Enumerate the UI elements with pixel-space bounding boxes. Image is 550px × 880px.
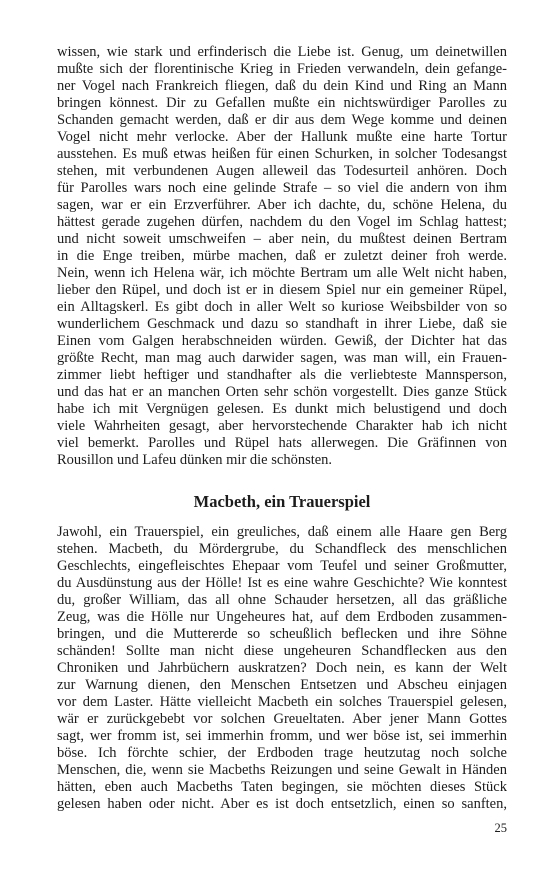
text-line: du Ausdünstung aus der Hölle! Ist es eine wahre Geschichte? Wie konntest bbox=[57, 575, 507, 591]
section-heading: Macbeth, ein Trauerspiel bbox=[193, 492, 371, 511]
text-line: Menschen, die, wenn sie Macbeths Reizungen und seine Gewalt in Händen bbox=[57, 762, 507, 778]
text-line: sagen, war er ein Erzverführer. Aber ich dachte, du, schöne Helena, du bbox=[57, 197, 507, 213]
text-line: ein Alltagskerl. Es gibt doch in aller Welt so kuriose Weibsbilder von so bbox=[57, 299, 507, 315]
text-line: viel bemerkt. Parolles und Rüpel hats allerwegen. Die Gräfinnen von bbox=[57, 435, 507, 451]
text-line: böse. Ich förchte schier, der Erdboden trage heutzutag noch solche bbox=[57, 745, 507, 761]
text-line: für Parolles wars noch eine gelinde Strafe – so viel die andern von ihm bbox=[57, 180, 507, 196]
text-line: hättest gerade zugehen dürfen, nachdem du den Vogel im Schlag hattest; bbox=[57, 214, 507, 230]
text-line: bringen, und die Muttererde so scheußlich beflecken und ihre Söhne bbox=[57, 626, 507, 642]
text-line: bringen könnest. Dir zu Gefallen mußte ein nichtswürdiger Parolles zu bbox=[57, 95, 507, 111]
text-line: ausstehen. Es muß etwas heißen für einen Schurken, in solcher Todesangst bbox=[57, 146, 507, 162]
text-line: schänden! Sollte man nicht diese ungeheuren Schandflecken aus den bbox=[57, 643, 507, 659]
text-line: Chroniken und Jahrbüchern auskratzen? Doch nein, es kann der Welt bbox=[57, 660, 507, 676]
text-line: viele Wahrheiten gesagt, aber hervorstechende Charakter hab ich nicht bbox=[57, 418, 507, 434]
text-line: du, großer William, das all ohne Schauder hersetzen, all das gräßliche bbox=[57, 592, 507, 608]
text-line: gelesen haben oder nicht. Aber es ist doch entsetzlich, einen so sanften, bbox=[57, 796, 507, 812]
section-paragraph bbox=[57, 524, 507, 813]
text-line: wissen, wie stark und erfinderisch die Liebe ist. Genug, um deinetwillen bbox=[57, 44, 507, 60]
text-line: und nicht soweit umschweifen – aber nein, du mußtest deinen Bertram bbox=[57, 231, 507, 247]
text-line: Jawohl, ein Trauerspiel, ein greuliches, daß einem alle Haare gen Berg bbox=[57, 524, 507, 540]
text-line: wär er zurückgebebt vor solchen Greueltaten. Aber jener Mann Gottes bbox=[57, 711, 507, 727]
text-line: lieber den Rüpel, und doch ist er in diesem Spiel nur ein gemeiner Rüpel, bbox=[57, 282, 507, 298]
text-line: ner Vogel nach Frankreich fliegen, daß du dein Kind und Ring an Mann bbox=[57, 78, 507, 94]
text-line: vor dem Laster. Hätte vielleicht Macbeth ein solches Trauerspiel gelesen, bbox=[57, 694, 507, 710]
text-line: hätten, eben auch Macbeths Taten begingen, sie möchten dieses Stück bbox=[57, 779, 507, 795]
text-line: stehen. Macbeth, du Mördergrube, du Schandfleck des menschlichen bbox=[57, 541, 507, 557]
text-line: Geschlechts, eingefleischtes Ehepaar vom Teufel und seiner Großmutter, bbox=[57, 558, 507, 574]
text-line: wunderlichem Geschmack und dazu so standhaft in ihrer Liebe, daß sie bbox=[57, 316, 507, 332]
text-line: in die Enge treiben, mürbe machen, daß er zuletzt deiner froh werde. bbox=[57, 248, 507, 264]
text-line: stehen, mit verbundenen Augen alleweil das Todesurteil anhören. Doch bbox=[57, 163, 507, 179]
text-line: Vogel nicht mehr verlocke. Aber der Hallunk mußte eine harte Tortur bbox=[57, 129, 507, 145]
text-line: mußte sich der florentinische Krieg in Frieden verwandeln, dein gefange- bbox=[57, 61, 507, 77]
continuation-paragraph bbox=[57, 44, 507, 469]
text-line: Einen vom Galgen herabschneiden würden. Gewiß, der Dichter hat das bbox=[57, 333, 507, 349]
text-line: zimmer liebt heftiger und standhafter als die verliebteste Mannsperson, bbox=[57, 367, 507, 383]
text-line: zur Warnung dienen, den Menschen Entsetzen und Abscheu einjagen bbox=[57, 677, 507, 693]
text-line: sagt, wer fromm ist, sei immerhin fromm, und wer böse ist, sei immerhin bbox=[57, 728, 507, 744]
page-number: 25 bbox=[494, 821, 507, 835]
text-line: Schanden gemacht werden, daß er dir aus dem Wege komme und deinen bbox=[57, 112, 507, 128]
text-line: Nein, wenn ich Helena wär, ich möchte Bertram um alle Welt nicht haben, bbox=[57, 265, 507, 281]
text-line: größte Recht, man mag auch darwider sagen, was man will, ein Frauen- bbox=[57, 350, 507, 366]
text-line: Zeug, was die Hölle nur Ungeheures hat, auf dem Erdboden zusammen- bbox=[57, 609, 507, 625]
text-line: habe ich mit Vergnügen gelesen. Es dunkt mich belustigend und doch bbox=[57, 401, 507, 417]
text-line: Rousillon und Lafeu dünken mir die schönsten. bbox=[57, 452, 333, 468]
text-line: und das hat er an manchen Orten sehr schön vorgestellt. Dies ganze Stück bbox=[57, 384, 507, 400]
